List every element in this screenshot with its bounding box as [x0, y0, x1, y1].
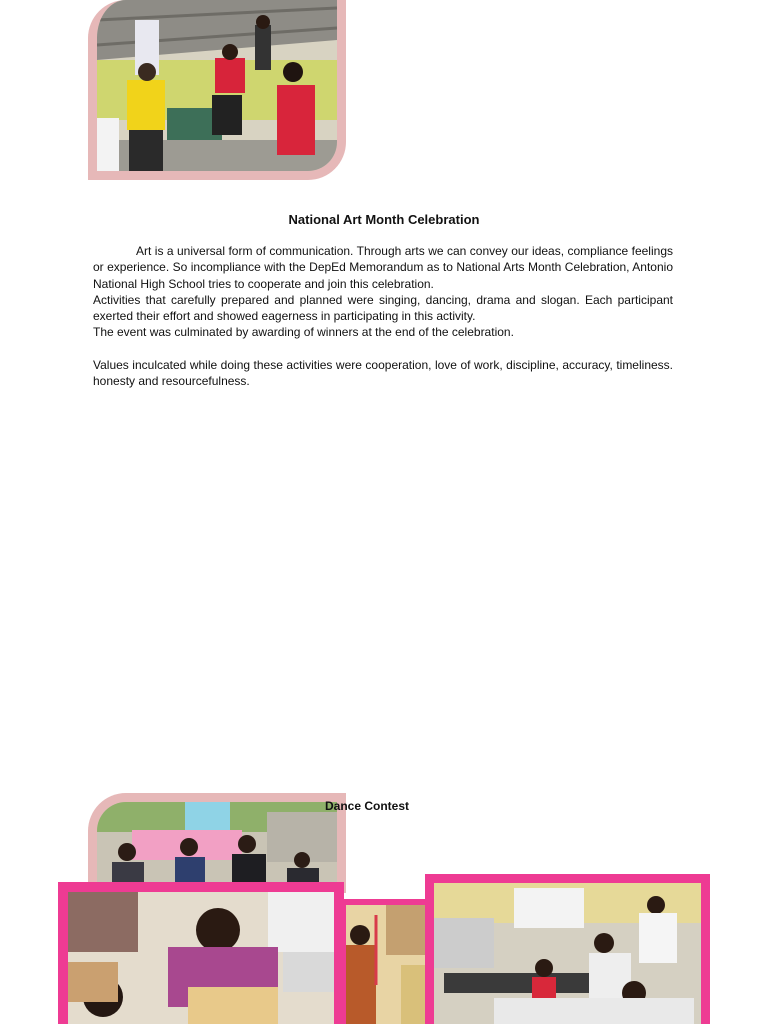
paragraph-intro: Art is a universal form of communication. Through arts we can convey our ideas, compliance feelings or experience. So incompliance with the DepEd Memorandum as to National Arts Month Celebration, Antonio National High School tries to cooperate and join this celebration.	[93, 244, 673, 291]
paragraph-culmination: The event was culminated by awarding of winners at the end of the celebration.	[93, 325, 514, 340]
students-climbing-photo	[88, 0, 346, 180]
student-costume-photo	[340, 899, 432, 1024]
paragraph-activities: Activities that carefully prepared and planned were singing, dancing, drama and slogan. Each participant exerted their effort and showed eagerness in participating in this activity.	[93, 292, 673, 324]
page-title: National Art Month Celebration	[288, 212, 480, 227]
paragraph-values: Values inculcated while doing these activities were cooperation, love of work, discipline, accuracy, timeliness. honesty and resourcefulness.	[93, 357, 673, 389]
classroom-activity-photo	[425, 874, 710, 1024]
students-working-photo	[58, 882, 344, 1024]
students-group-photo	[88, 793, 346, 893]
body-text	[93, 243, 673, 389]
photo-caption: Dance Contest	[325, 799, 410, 813]
